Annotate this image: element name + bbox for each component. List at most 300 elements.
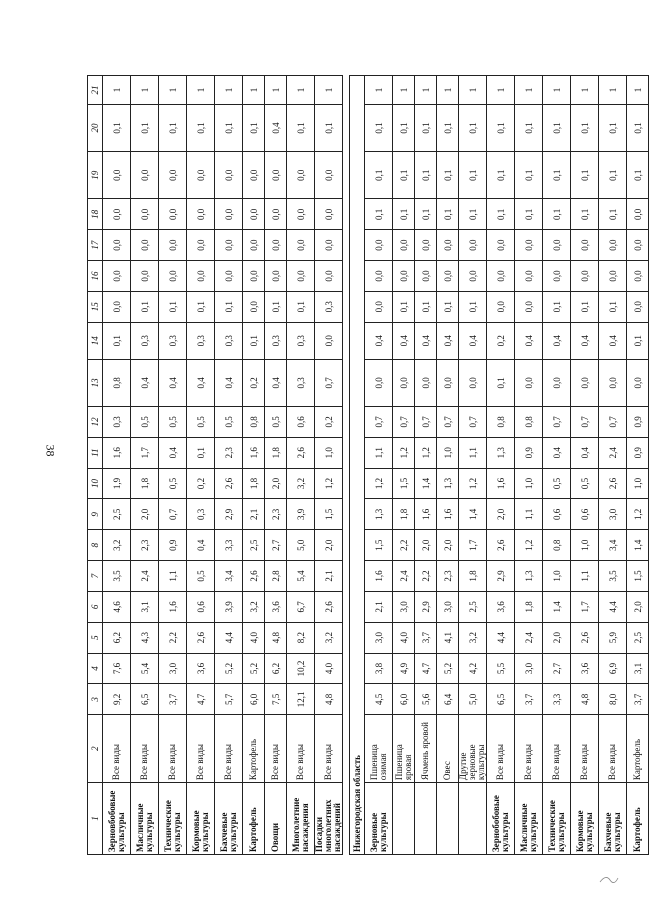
value-cell: 0,0 <box>627 230 649 261</box>
value-cell: 0,8 <box>515 406 543 437</box>
crop-type-cell: Все виды <box>287 715 315 783</box>
value-cell: 2,5 <box>103 499 131 530</box>
value-cell: 0,4 <box>187 359 215 406</box>
value-cell: 4,2 <box>459 653 487 684</box>
table-row <box>365 76 393 855</box>
value-cell: 0,1 <box>265 291 287 322</box>
header-cell: 5 <box>88 622 103 653</box>
value-cell: 0,1 <box>365 199 393 230</box>
crop-group-cell: Бахчевые культуры <box>215 783 243 855</box>
value-cell: 4,0 <box>243 622 265 653</box>
value-cell: 0,0 <box>627 199 649 230</box>
value-cell: 0,0 <box>265 261 287 292</box>
value-cell: 2,1 <box>315 561 343 592</box>
value-cell: 0,1 <box>487 104 515 151</box>
region-title: Нижегородская область <box>350 76 365 855</box>
value-cell: 1 <box>459 76 487 105</box>
crop-type-cell: Все виды <box>131 715 159 783</box>
value-cell: 8,2 <box>287 622 315 653</box>
value-cell: 0,0 <box>265 199 287 230</box>
value-cell: 3,2 <box>103 530 131 561</box>
value-cell: 3,7 <box>415 622 437 653</box>
section-gap-cell <box>343 76 350 855</box>
value-cell: 0,0 <box>243 152 265 199</box>
value-cell: 0,0 <box>415 261 437 292</box>
crop-group-cell: Технические культуры <box>159 783 187 855</box>
value-cell: 1,8 <box>265 437 287 468</box>
value-cell: 0,4 <box>215 359 243 406</box>
header-row <box>88 76 103 855</box>
crop-group-cell: Масличные культуры <box>515 783 543 855</box>
value-cell: 0,0 <box>393 261 415 292</box>
value-cell: 0,7 <box>365 406 393 437</box>
value-cell: 0,3 <box>287 359 315 406</box>
value-cell: 4,4 <box>215 622 243 653</box>
value-cell: 2,4 <box>393 561 415 592</box>
value-cell: 3,5 <box>599 561 627 592</box>
value-cell: 5,0 <box>459 684 487 715</box>
value-cell: 0,4 <box>393 322 415 359</box>
value-cell: 2,6 <box>571 622 599 653</box>
value-cell: 0,4 <box>543 322 571 359</box>
value-cell: 3,9 <box>287 499 315 530</box>
value-cell: 0,1 <box>187 104 215 151</box>
value-cell: 0,1 <box>487 152 515 199</box>
value-cell: 2,6 <box>187 622 215 653</box>
value-cell: 0,7 <box>415 406 437 437</box>
value-cell: 3,9 <box>215 591 243 622</box>
value-cell: 0,1 <box>459 104 487 151</box>
value-cell: 0,0 <box>459 359 487 406</box>
value-cell: 0,0 <box>599 230 627 261</box>
value-cell: 4,1 <box>437 622 459 653</box>
value-cell: 3,3 <box>215 530 243 561</box>
value-cell: 0,1 <box>437 152 459 199</box>
value-cell: 2,0 <box>543 622 571 653</box>
value-cell: 0,0 <box>131 152 159 199</box>
rotated-table-container <box>87 75 643 855</box>
value-cell: 0,1 <box>599 104 627 151</box>
value-cell: 0,6 <box>543 499 571 530</box>
value-cell: 3,0 <box>159 653 187 684</box>
header-cell: 7 <box>88 561 103 592</box>
value-cell: 1,4 <box>415 468 437 499</box>
value-cell: 0,1 <box>571 104 599 151</box>
value-cell: 0,0 <box>571 230 599 261</box>
value-cell: 0,1 <box>159 291 187 322</box>
value-cell: 1,1 <box>459 437 487 468</box>
header-cell: 18 <box>88 199 103 230</box>
table-row <box>487 76 515 855</box>
value-cell: 0,3 <box>159 322 187 359</box>
value-cell: 0,4 <box>265 104 287 151</box>
page-number: 38 <box>43 444 58 457</box>
value-cell: 0,8 <box>103 359 131 406</box>
crop-type-cell: Ячмень яровой <box>415 715 437 783</box>
value-cell: 0,1 <box>131 104 159 151</box>
value-cell: 1 <box>187 76 215 105</box>
value-cell: 3,7 <box>159 684 187 715</box>
value-cell: 0,0 <box>415 359 437 406</box>
value-cell: 3,2 <box>287 468 315 499</box>
value-cell: 5,4 <box>287 561 315 592</box>
value-cell: 1,9 <box>103 468 131 499</box>
value-cell: 0,0 <box>287 152 315 199</box>
value-cell: 2,0 <box>415 530 437 561</box>
value-cell: 0,0 <box>393 230 415 261</box>
value-cell: 4,3 <box>131 622 159 653</box>
value-cell: 3,0 <box>365 622 393 653</box>
value-cell: 0,1 <box>365 152 393 199</box>
value-cell: 0,1 <box>515 104 543 151</box>
value-cell: 0,0 <box>515 291 543 322</box>
value-cell: 1,8 <box>515 591 543 622</box>
crop-group-cell: Картофель <box>627 783 649 855</box>
crop-group-cell: Зернобобовые культуры <box>487 783 515 855</box>
value-cell: 6,4 <box>437 684 459 715</box>
crop-group-cell: Овощи <box>265 783 287 855</box>
value-cell: 1 <box>599 76 627 105</box>
header-cell: 1 <box>88 783 103 855</box>
value-cell: 4,8 <box>571 684 599 715</box>
value-cell: 0,0 <box>131 199 159 230</box>
value-cell: 0,3 <box>315 291 343 322</box>
value-cell: 0,0 <box>243 291 265 322</box>
value-cell: 0,5 <box>159 468 187 499</box>
value-cell: 3,2 <box>459 622 487 653</box>
value-cell: 6,7 <box>287 591 315 622</box>
table-row <box>265 76 287 855</box>
value-cell: 0,0 <box>315 261 343 292</box>
table-row <box>515 76 543 855</box>
crop-group-cell: Бахчевые культуры <box>599 783 627 855</box>
value-cell: 4,7 <box>187 684 215 715</box>
value-cell: 0,3 <box>103 406 131 437</box>
value-cell: 2,0 <box>315 530 343 561</box>
value-cell: 2,2 <box>393 530 415 561</box>
value-cell: 0,1 <box>487 199 515 230</box>
value-cell: 5,0 <box>287 530 315 561</box>
value-cell: 4,8 <box>265 622 287 653</box>
value-cell: 7,6 <box>103 653 131 684</box>
value-cell: 3,1 <box>627 653 649 684</box>
value-cell: 0,0 <box>103 291 131 322</box>
value-cell: 0,0 <box>627 261 649 292</box>
value-cell: 0,3 <box>265 322 287 359</box>
value-cell: 0,0 <box>315 322 343 359</box>
value-cell: 0,1 <box>103 104 131 151</box>
value-cell: 0,4 <box>159 359 187 406</box>
table-body <box>88 76 649 855</box>
value-cell: 1 <box>243 76 265 105</box>
crop-type-cell: Все виды <box>215 715 243 783</box>
table-row <box>393 76 415 855</box>
table-row <box>437 76 459 855</box>
value-cell: 3,1 <box>131 591 159 622</box>
header-cell: 8 <box>88 530 103 561</box>
value-cell: 4,4 <box>599 591 627 622</box>
crop-type-cell: Все виды <box>187 715 215 783</box>
value-cell: 5,2 <box>243 653 265 684</box>
value-cell: 0,0 <box>437 359 459 406</box>
value-cell: 4,8 <box>315 684 343 715</box>
value-cell: 0,0 <box>243 261 265 292</box>
crop-type-cell: Все виды <box>103 715 131 783</box>
crop-type-cell: Все виды <box>315 715 343 783</box>
value-cell: 1 <box>543 76 571 105</box>
value-cell: 0,9 <box>627 406 649 437</box>
value-cell: 0,0 <box>365 230 393 261</box>
value-cell: 0,2 <box>187 468 215 499</box>
value-cell: 5,7 <box>215 684 243 715</box>
value-cell: 0,2 <box>315 406 343 437</box>
value-cell: 1,4 <box>459 499 487 530</box>
value-cell: 0,0 <box>243 199 265 230</box>
crop-type-cell: Пшеница яровая <box>393 715 415 783</box>
value-cell: 1,4 <box>543 591 571 622</box>
value-cell: 0,1 <box>415 152 437 199</box>
table-row <box>415 76 437 855</box>
crop-group-cell <box>415 783 437 855</box>
value-cell: 6,2 <box>103 622 131 653</box>
value-cell: 0,4 <box>159 437 187 468</box>
value-cell: 0,9 <box>515 437 543 468</box>
value-cell: 0,0 <box>515 359 543 406</box>
value-cell: 0,0 <box>103 152 131 199</box>
value-cell: 0,0 <box>571 261 599 292</box>
value-cell: 0,5 <box>215 406 243 437</box>
value-cell: 0,8 <box>243 406 265 437</box>
crop-group-cell: Картофель <box>243 783 265 855</box>
value-cell: 0,0 <box>627 359 649 406</box>
value-cell: 1,3 <box>515 561 543 592</box>
crop-type-cell: Все виды <box>265 715 287 783</box>
value-cell: 7,5 <box>265 684 287 715</box>
value-cell: 1 <box>365 76 393 105</box>
value-cell: 2,3 <box>265 499 287 530</box>
value-cell: 2,0 <box>131 499 159 530</box>
value-cell: 3,8 <box>365 653 393 684</box>
value-cell: 0,0 <box>627 291 649 322</box>
header-cell: 16 <box>88 261 103 292</box>
value-cell: 0,1 <box>287 104 315 151</box>
value-cell: 0,1 <box>599 291 627 322</box>
value-cell: 1,1 <box>571 561 599 592</box>
value-cell: 3,2 <box>315 622 343 653</box>
crop-group-cell <box>459 783 487 855</box>
value-cell: 2,6 <box>243 561 265 592</box>
value-cell: 0,0 <box>571 359 599 406</box>
value-cell: 1,1 <box>159 561 187 592</box>
value-cell: 0,1 <box>393 199 415 230</box>
value-cell: 2,6 <box>315 591 343 622</box>
value-cell: 0,4 <box>415 322 437 359</box>
value-cell: 0,0 <box>487 261 515 292</box>
value-cell: 3,0 <box>437 591 459 622</box>
value-cell: 0,1 <box>571 199 599 230</box>
value-cell: 0,1 <box>627 152 649 199</box>
table-row <box>215 76 243 855</box>
value-cell: 4,7 <box>415 653 437 684</box>
value-cell: 4,5 <box>365 684 393 715</box>
value-cell: 0,4 <box>365 322 393 359</box>
value-cell: 2,1 <box>243 499 265 530</box>
value-cell: 6,5 <box>487 684 515 715</box>
value-cell: 0,1 <box>393 104 415 151</box>
value-cell: 1,0 <box>515 468 543 499</box>
crop-type-cell: Все виды <box>543 715 571 783</box>
value-cell: 2,0 <box>265 468 287 499</box>
value-cell: 0,0 <box>543 359 571 406</box>
value-cell: 0,0 <box>437 230 459 261</box>
value-cell: 0,1 <box>571 152 599 199</box>
value-cell: 0,0 <box>393 359 415 406</box>
value-cell: 1 <box>571 76 599 105</box>
value-cell: 1,0 <box>571 530 599 561</box>
value-cell: 1,0 <box>543 561 571 592</box>
value-cell: 1,8 <box>131 468 159 499</box>
value-cell: 0,7 <box>459 406 487 437</box>
value-cell: 5,6 <box>415 684 437 715</box>
value-cell: 1,5 <box>627 561 649 592</box>
value-cell: 1,8 <box>459 561 487 592</box>
value-cell: 2,2 <box>415 561 437 592</box>
value-cell: 2,7 <box>265 530 287 561</box>
header-cell: 15 <box>88 291 103 322</box>
value-cell: 0,0 <box>215 152 243 199</box>
value-cell: 1 <box>215 76 243 105</box>
value-cell: 3,6 <box>265 591 287 622</box>
value-cell: 0,0 <box>159 261 187 292</box>
value-cell: 0,1 <box>393 152 415 199</box>
value-cell: 1,1 <box>365 437 393 468</box>
value-cell: 0,0 <box>187 230 215 261</box>
crop-group-cell: Масличные культуры <box>131 783 159 855</box>
value-cell: 0,2 <box>487 322 515 359</box>
value-cell: 0,0 <box>543 261 571 292</box>
header-cell: 3 <box>88 684 103 715</box>
value-cell: 0,1 <box>287 291 315 322</box>
value-cell: 3,0 <box>599 499 627 530</box>
value-cell: 3,6 <box>187 653 215 684</box>
value-cell: 2,9 <box>487 561 515 592</box>
value-cell: 0,5 <box>265 406 287 437</box>
value-cell: 0,1 <box>365 104 393 151</box>
value-cell: 4,0 <box>393 622 415 653</box>
table-row <box>543 76 571 855</box>
header-cell: 21 <box>88 76 103 105</box>
value-cell: 1 <box>487 76 515 105</box>
value-cell: 0,1 <box>437 199 459 230</box>
value-cell: 0,0 <box>131 261 159 292</box>
value-cell: 1,5 <box>315 499 343 530</box>
value-cell: 1,0 <box>627 468 649 499</box>
value-cell: 2,0 <box>627 591 649 622</box>
value-cell: 0,0 <box>159 152 187 199</box>
table-row <box>243 76 265 855</box>
value-cell: 0,4 <box>543 437 571 468</box>
value-cell: 1,7 <box>459 530 487 561</box>
value-cell: 1,7 <box>571 591 599 622</box>
table-row <box>287 76 315 855</box>
value-cell: 1,2 <box>459 468 487 499</box>
value-cell: 1,6 <box>159 591 187 622</box>
crop-type-cell: Другие зерновые культуры <box>459 715 487 783</box>
value-cell: 0,1 <box>599 199 627 230</box>
value-cell: 0,1 <box>459 199 487 230</box>
crop-group-cell: Технические культуры <box>543 783 571 855</box>
value-cell: 2,1 <box>365 591 393 622</box>
value-cell: 0,0 <box>599 261 627 292</box>
value-cell: 1 <box>393 76 415 105</box>
value-cell: 2,9 <box>415 591 437 622</box>
table-row <box>131 76 159 855</box>
table-row <box>599 76 627 855</box>
value-cell: 0,1 <box>515 152 543 199</box>
value-cell: 0,4 <box>187 530 215 561</box>
value-cell: 10,2 <box>287 653 315 684</box>
value-cell: 0,7 <box>437 406 459 437</box>
crop-group-cell: Зерновые культуры <box>365 783 393 855</box>
value-cell: 0,9 <box>627 437 649 468</box>
value-cell: 4,0 <box>315 653 343 684</box>
value-cell: 6,0 <box>243 684 265 715</box>
crop-type-cell: Все виды <box>571 715 599 783</box>
table-row <box>627 76 649 855</box>
value-cell: 1 <box>265 76 287 105</box>
value-cell: 0,0 <box>415 230 437 261</box>
value-cell: 1 <box>159 76 187 105</box>
value-cell: 0,3 <box>215 322 243 359</box>
header-cell: 11 <box>88 437 103 468</box>
header-cell: 20 <box>88 104 103 151</box>
crop-group-cell: Посадки многолетних насаждений <box>315 783 343 855</box>
value-cell: 0,4 <box>131 359 159 406</box>
value-cell: 0,0 <box>315 230 343 261</box>
value-cell: 0,0 <box>103 261 131 292</box>
value-cell: 0,1 <box>315 104 343 151</box>
header-cell: 19 <box>88 152 103 199</box>
value-cell: 0,8 <box>487 406 515 437</box>
value-cell: 2,0 <box>437 530 459 561</box>
value-cell: 0,4 <box>437 322 459 359</box>
value-cell: 0,0 <box>215 199 243 230</box>
value-cell: 8,0 <box>599 684 627 715</box>
value-cell: 0,0 <box>459 230 487 261</box>
value-cell: 5,2 <box>437 653 459 684</box>
value-cell: 1,6 <box>487 468 515 499</box>
value-cell: 2,6 <box>287 437 315 468</box>
value-cell: 2,4 <box>131 561 159 592</box>
value-cell: 0,9 <box>159 530 187 561</box>
value-cell: 3,6 <box>487 591 515 622</box>
value-cell: 0,2 <box>243 359 265 406</box>
value-cell: 0,1 <box>187 437 215 468</box>
value-cell: 0,0 <box>215 230 243 261</box>
crop-group-cell: Зерновбобовые культуры <box>103 783 131 855</box>
value-cell: 1,7 <box>131 437 159 468</box>
header-cell: 13 <box>88 359 103 406</box>
value-cell: 1 <box>315 76 343 105</box>
value-cell: 2,6 <box>215 468 243 499</box>
value-cell: 0,1 <box>103 322 131 359</box>
value-cell: 0,0 <box>159 199 187 230</box>
value-cell: 1,2 <box>365 468 393 499</box>
value-cell: 5,2 <box>215 653 243 684</box>
scan-artifact-mark <box>598 872 620 886</box>
value-cell: 1,3 <box>365 499 393 530</box>
value-cell: 0,5 <box>543 468 571 499</box>
